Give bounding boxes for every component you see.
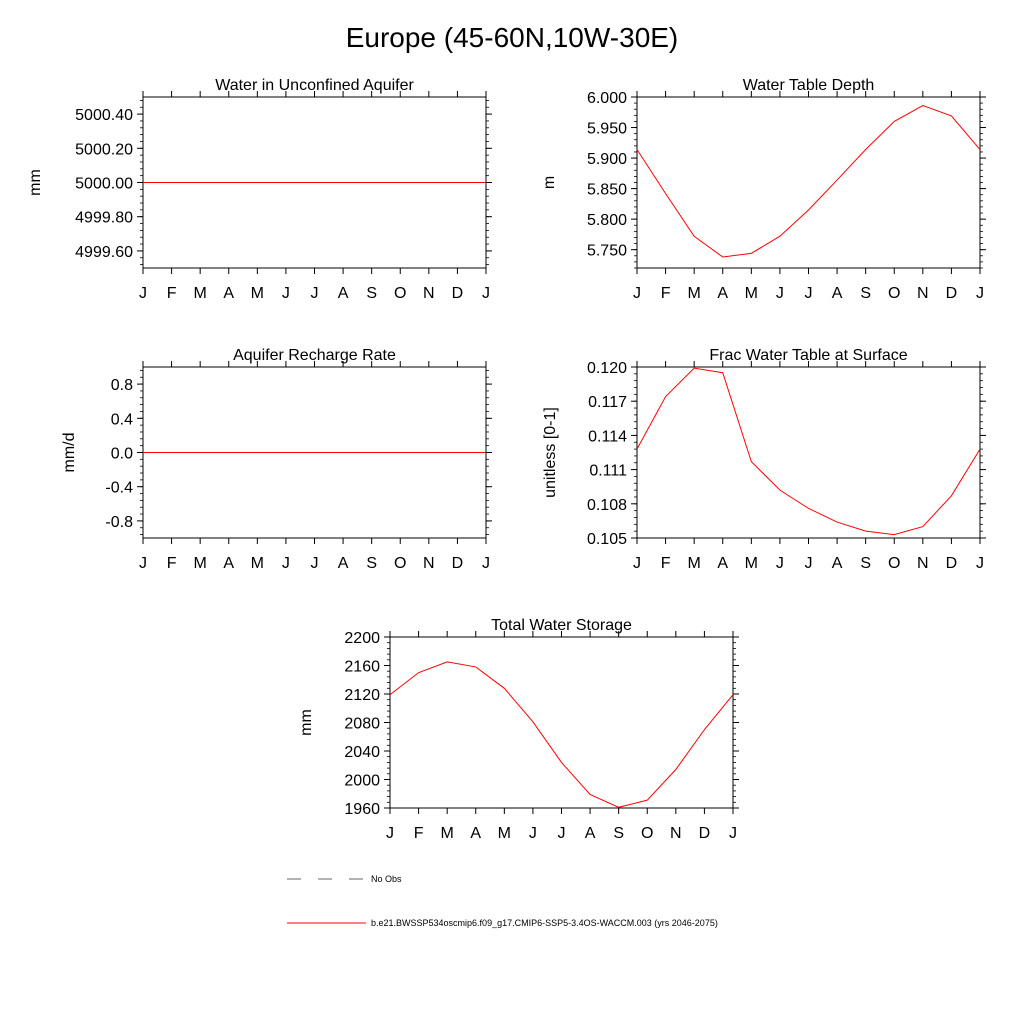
y-tick-label: 5000.00 bbox=[75, 175, 133, 193]
x-tick-label: A bbox=[717, 555, 729, 572]
x-tick-label: M bbox=[193, 285, 207, 302]
y-tick-label: 0.0 bbox=[110, 445, 133, 463]
y-tick-label: 0.111 bbox=[589, 462, 627, 480]
x-tick-label: O bbox=[394, 555, 407, 572]
x-tick-label: M bbox=[687, 555, 701, 572]
y-tick-label: 2040 bbox=[344, 744, 380, 761]
chart-panel-4 bbox=[542, 347, 986, 572]
x-tick-label: F bbox=[166, 285, 177, 302]
y-tick-label: 4999.60 bbox=[75, 243, 133, 261]
x-tick-label: J bbox=[775, 285, 784, 302]
x-tick-label: A bbox=[470, 825, 482, 842]
y-tick-label: 5.800 bbox=[586, 212, 627, 230]
y-tick-label: 5.750 bbox=[586, 242, 627, 260]
series-line bbox=[637, 368, 980, 534]
y-axis-label: m bbox=[541, 175, 558, 190]
chart-panel-2 bbox=[541, 77, 986, 302]
panels bbox=[27, 77, 986, 842]
x-tick-label: J bbox=[528, 825, 537, 842]
x-tick-label: J bbox=[281, 555, 290, 572]
y-axis-label: mm bbox=[27, 169, 44, 196]
x-tick-label: D bbox=[698, 825, 711, 842]
x-tick-label: J bbox=[139, 285, 147, 302]
x-tick-label: S bbox=[366, 555, 378, 572]
y-tick-label: 0.114 bbox=[588, 428, 627, 446]
y-tick-label: 2000 bbox=[344, 772, 380, 790]
x-tick-label: S bbox=[613, 825, 625, 842]
chart-title: Water Table Depth bbox=[742, 77, 875, 94]
x-tick-label: J bbox=[482, 285, 490, 302]
x-tick-label: J bbox=[976, 285, 984, 302]
x-tick-label: M bbox=[193, 555, 207, 572]
y-tick-label: 0.120 bbox=[586, 360, 627, 377]
y-tick-label: 5.850 bbox=[586, 181, 627, 199]
x-tick-label: S bbox=[860, 555, 872, 572]
y-tick-label: 0.108 bbox=[586, 496, 627, 514]
x-tick-label: J bbox=[633, 555, 641, 572]
x-tick-label: J bbox=[139, 555, 147, 572]
legend-item-1 bbox=[287, 874, 402, 884]
x-tick-label: N bbox=[917, 285, 929, 302]
x-tick-label: N bbox=[670, 825, 682, 842]
x-tick-label: M bbox=[440, 825, 454, 842]
y-tick-label: 2200 bbox=[344, 630, 380, 647]
y-tick-label: 5.950 bbox=[586, 120, 627, 138]
y-tick-label: 5.900 bbox=[586, 151, 627, 169]
y-tick-label: 2080 bbox=[344, 715, 380, 733]
y-tick-label: 4999.80 bbox=[75, 209, 133, 227]
chart-panel-1 bbox=[27, 77, 492, 302]
chart-title: Frac Water Table at Surface bbox=[709, 347, 908, 364]
x-tick-label: O bbox=[394, 285, 407, 302]
y-tick-label: 0.8 bbox=[110, 377, 133, 395]
x-tick-label: A bbox=[223, 555, 235, 572]
legend-label: b.e21.BWSSP534oscmip6.f09_g17.CMIP6-SSP5-3.4OS-WACCM.003 (yrs 2046-2075) bbox=[371, 918, 718, 928]
chart-title: Total Water Storage bbox=[491, 617, 632, 634]
x-tick-label: N bbox=[423, 285, 435, 302]
series-line bbox=[390, 662, 733, 807]
legend-item-2 bbox=[287, 918, 718, 928]
chart-title: Aquifer Recharge Rate bbox=[233, 347, 396, 364]
x-tick-label: J bbox=[310, 555, 319, 572]
legend-label: No Obs bbox=[371, 874, 402, 884]
y-tick-label: -0.4 bbox=[105, 479, 133, 497]
x-tick-label: F bbox=[413, 825, 424, 842]
x-tick-label: M bbox=[497, 825, 511, 842]
y-tick-label: 0.117 bbox=[588, 394, 627, 412]
x-tick-label: A bbox=[337, 555, 349, 572]
x-tick-label: J bbox=[557, 825, 566, 842]
x-tick-label: M bbox=[250, 285, 264, 302]
x-tick-label: S bbox=[366, 285, 378, 302]
x-tick-label: J bbox=[633, 285, 641, 302]
y-tick-label: 2120 bbox=[344, 687, 380, 704]
y-tick-label: 6.000 bbox=[586, 90, 627, 107]
x-tick-label: J bbox=[976, 555, 984, 572]
y-tick-label: -0.8 bbox=[105, 513, 133, 531]
x-tick-label: M bbox=[744, 555, 758, 572]
x-tick-label: D bbox=[451, 555, 464, 572]
y-tick-label: 0.4 bbox=[110, 411, 133, 429]
x-tick-label: M bbox=[744, 285, 758, 302]
y-tick-label: 0.105 bbox=[586, 531, 627, 548]
x-tick-label: A bbox=[831, 555, 843, 572]
x-tick-label: M bbox=[250, 555, 264, 572]
x-tick-label: J bbox=[729, 825, 737, 842]
chart-panel-5 bbox=[298, 617, 739, 842]
x-tick-label: D bbox=[945, 285, 958, 302]
x-tick-label: A bbox=[717, 285, 729, 302]
x-tick-label: D bbox=[945, 555, 958, 572]
x-tick-label: F bbox=[660, 555, 671, 572]
x-tick-label: O bbox=[641, 825, 654, 842]
x-tick-label: A bbox=[337, 285, 349, 302]
y-axis-label: mm bbox=[298, 709, 315, 736]
x-tick-label: O bbox=[888, 285, 901, 302]
x-tick-label: F bbox=[166, 555, 177, 572]
y-tick-label: 1960 bbox=[344, 801, 380, 818]
y-tick-label: 2160 bbox=[344, 658, 380, 676]
x-tick-label: O bbox=[888, 555, 901, 572]
x-tick-label: A bbox=[584, 825, 596, 842]
x-tick-label: J bbox=[386, 825, 394, 842]
x-tick-label: J bbox=[804, 285, 813, 302]
legend bbox=[287, 874, 718, 928]
y-axis-label: unitless [0-1] bbox=[542, 407, 559, 498]
y-axis-label: mm/d bbox=[61, 432, 78, 473]
x-tick-label: J bbox=[482, 555, 490, 572]
x-tick-label: N bbox=[423, 555, 435, 572]
plot-frame bbox=[637, 367, 980, 538]
x-tick-label: J bbox=[804, 555, 813, 572]
chart-title: Water in Unconfined Aquifer bbox=[215, 77, 414, 94]
chart-panel-3 bbox=[61, 347, 492, 572]
x-tick-label: N bbox=[917, 555, 929, 572]
x-tick-label: J bbox=[281, 285, 290, 302]
x-tick-label: F bbox=[660, 285, 671, 302]
x-tick-label: J bbox=[310, 285, 319, 302]
x-tick-label: D bbox=[451, 285, 464, 302]
y-tick-label: 5000.40 bbox=[75, 107, 133, 125]
plot-frame bbox=[637, 97, 980, 268]
y-tick-label: 5000.20 bbox=[75, 141, 133, 159]
x-tick-label: M bbox=[687, 285, 701, 302]
x-tick-label: J bbox=[775, 555, 784, 572]
plot-frame bbox=[390, 637, 733, 808]
figure-title: Europe (45-60N,10W-30E) bbox=[345, 22, 679, 53]
x-tick-label: S bbox=[860, 285, 872, 302]
series-line bbox=[637, 106, 980, 257]
x-tick-label: A bbox=[223, 285, 235, 302]
x-tick-label: A bbox=[831, 285, 843, 302]
